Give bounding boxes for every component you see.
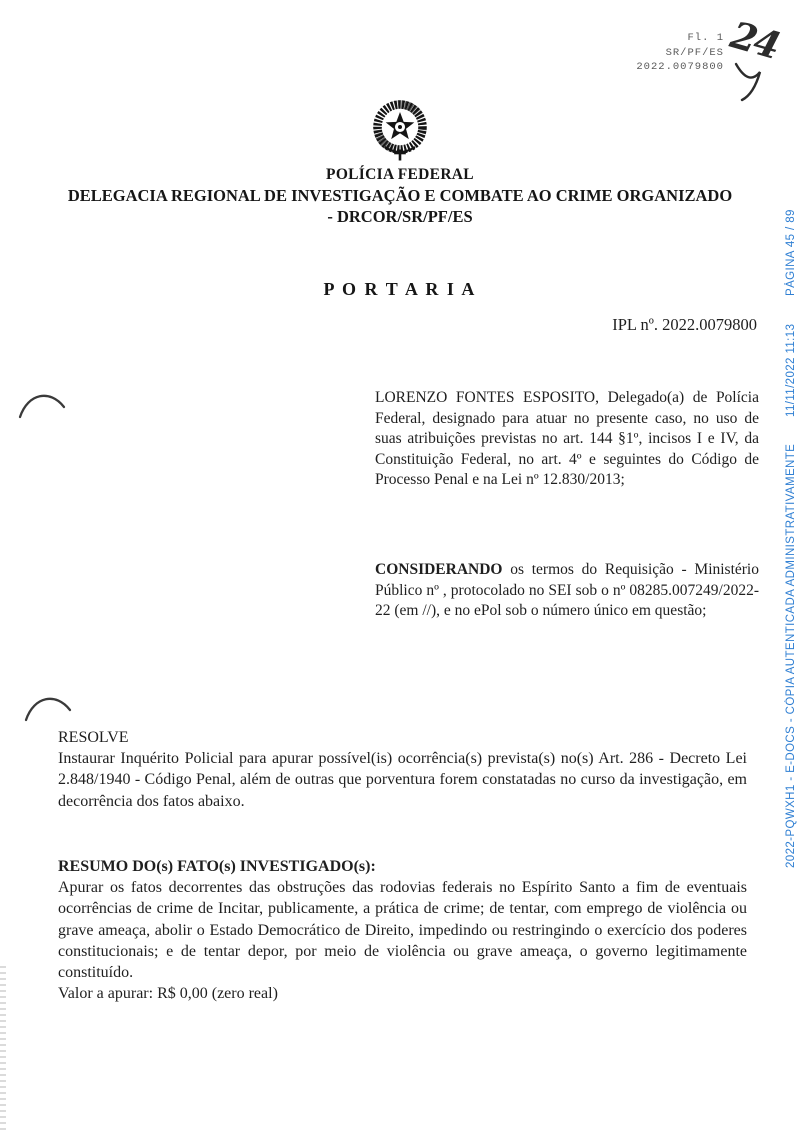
resumo-body: Apurar os fatos decorrentes das obstruções das rodovias federais no Espírito Santo a fim de eventuais ocorrências de crime de Incitar, publicamente, a prática de crime; de tentar, com emprego de violência ou grave ameaça, abolir o Estado Democrático de Direito, impedindo ou restringindo o exercício dos poderes constitucionais; e de tentar depor, por meio de violência ou grave ameaça, o governo legitimamente constituído. — [58, 879, 747, 982]
header-unit-code: - DRCOR/SR/PF/ES — [327, 207, 473, 226]
edocs-datetime: 11/11/2022 11:13 — [785, 323, 797, 417]
stamp-folio-line: Fl. 1 — [687, 32, 724, 44]
scan-arc-mark — [16, 390, 72, 424]
resolve-heading: RESOLVE — [58, 729, 129, 746]
delegate-appointment-paragraph — [375, 388, 759, 491]
left-edge-bleed-mark — [0, 966, 6, 1132]
edocs-doc-id: 2022-PQWXH1 - E-DOCS - CÓPIA AUTENTICADA ADMINISTRATIVAMENTE — [785, 443, 797, 868]
resolve-section — [58, 727, 747, 812]
header-org-name: POLÍCIA FEDERAL — [326, 166, 474, 183]
stamp-unit-line: SR/PF/ES — [665, 46, 724, 59]
header-division-name: DELEGACIA REGIONAL DE INVESTIGAÇÃO E COMBATE AO CRIME ORGANIZADO — [67, 186, 733, 205]
valor-line: Valor a apurar: R$ 0,00 (zero real) — [58, 985, 278, 1003]
handwritten-page-number: 24 — [725, 12, 784, 68]
considerando-keyword: CONSIDERANDO — [375, 561, 503, 578]
edocs-page-indicator: PÁGINA 45 / 89 — [785, 209, 797, 297]
considerando-paragraph — [375, 560, 759, 622]
resumo-section — [58, 856, 747, 1005]
considerando-text: os termos do Requisição - Ministério Público nº , protocolado no SEI sob o nº 08285.007249/2022-22 (em //), e no ePol sob o número único em questão; — [375, 561, 759, 620]
stamp-protocol-line: 2022.0079800 — [636, 61, 724, 73]
resolve-body: Instaurar Inquérito Policial para apurar possível(is) ocorrência(s) prevista(s) no(s) Art. 286 - Decreto Lei 2.848/1940 - Código Penal, além de outras que porventura forem constatadas no curso da investigação, em decorrência dos fatos abaixo. — [58, 750, 747, 810]
appointment-text: Delegado(a) de Polícia Federal, designado para atuar no presente caso, no uso de suas atribuições previstas no art. 144 §1º, incisos I e IV, da Constituição Federal, no art. 4º e seguintes do Código de Processo Penal e na Lei nº 12.830/2013; — [375, 389, 759, 489]
handwritten-rubric — [730, 58, 774, 104]
resumo-heading: RESUMO DO(s) FATO(s) INVESTIGADO(s): — [58, 858, 376, 875]
brazil-coat-of-arms-emblem — [371, 97, 429, 174]
scan-arc-mark — [22, 693, 78, 727]
receipt-stamp — [636, 31, 724, 75]
ipl-number: IPL nº. 2022.0079800 — [612, 315, 757, 334]
edocs-authentication-strip — [785, 209, 797, 868]
document-title: P O R T A R I A — [323, 279, 477, 299]
delegate-name: LORENZO FONTES ESPOSITO, — [375, 389, 599, 406]
